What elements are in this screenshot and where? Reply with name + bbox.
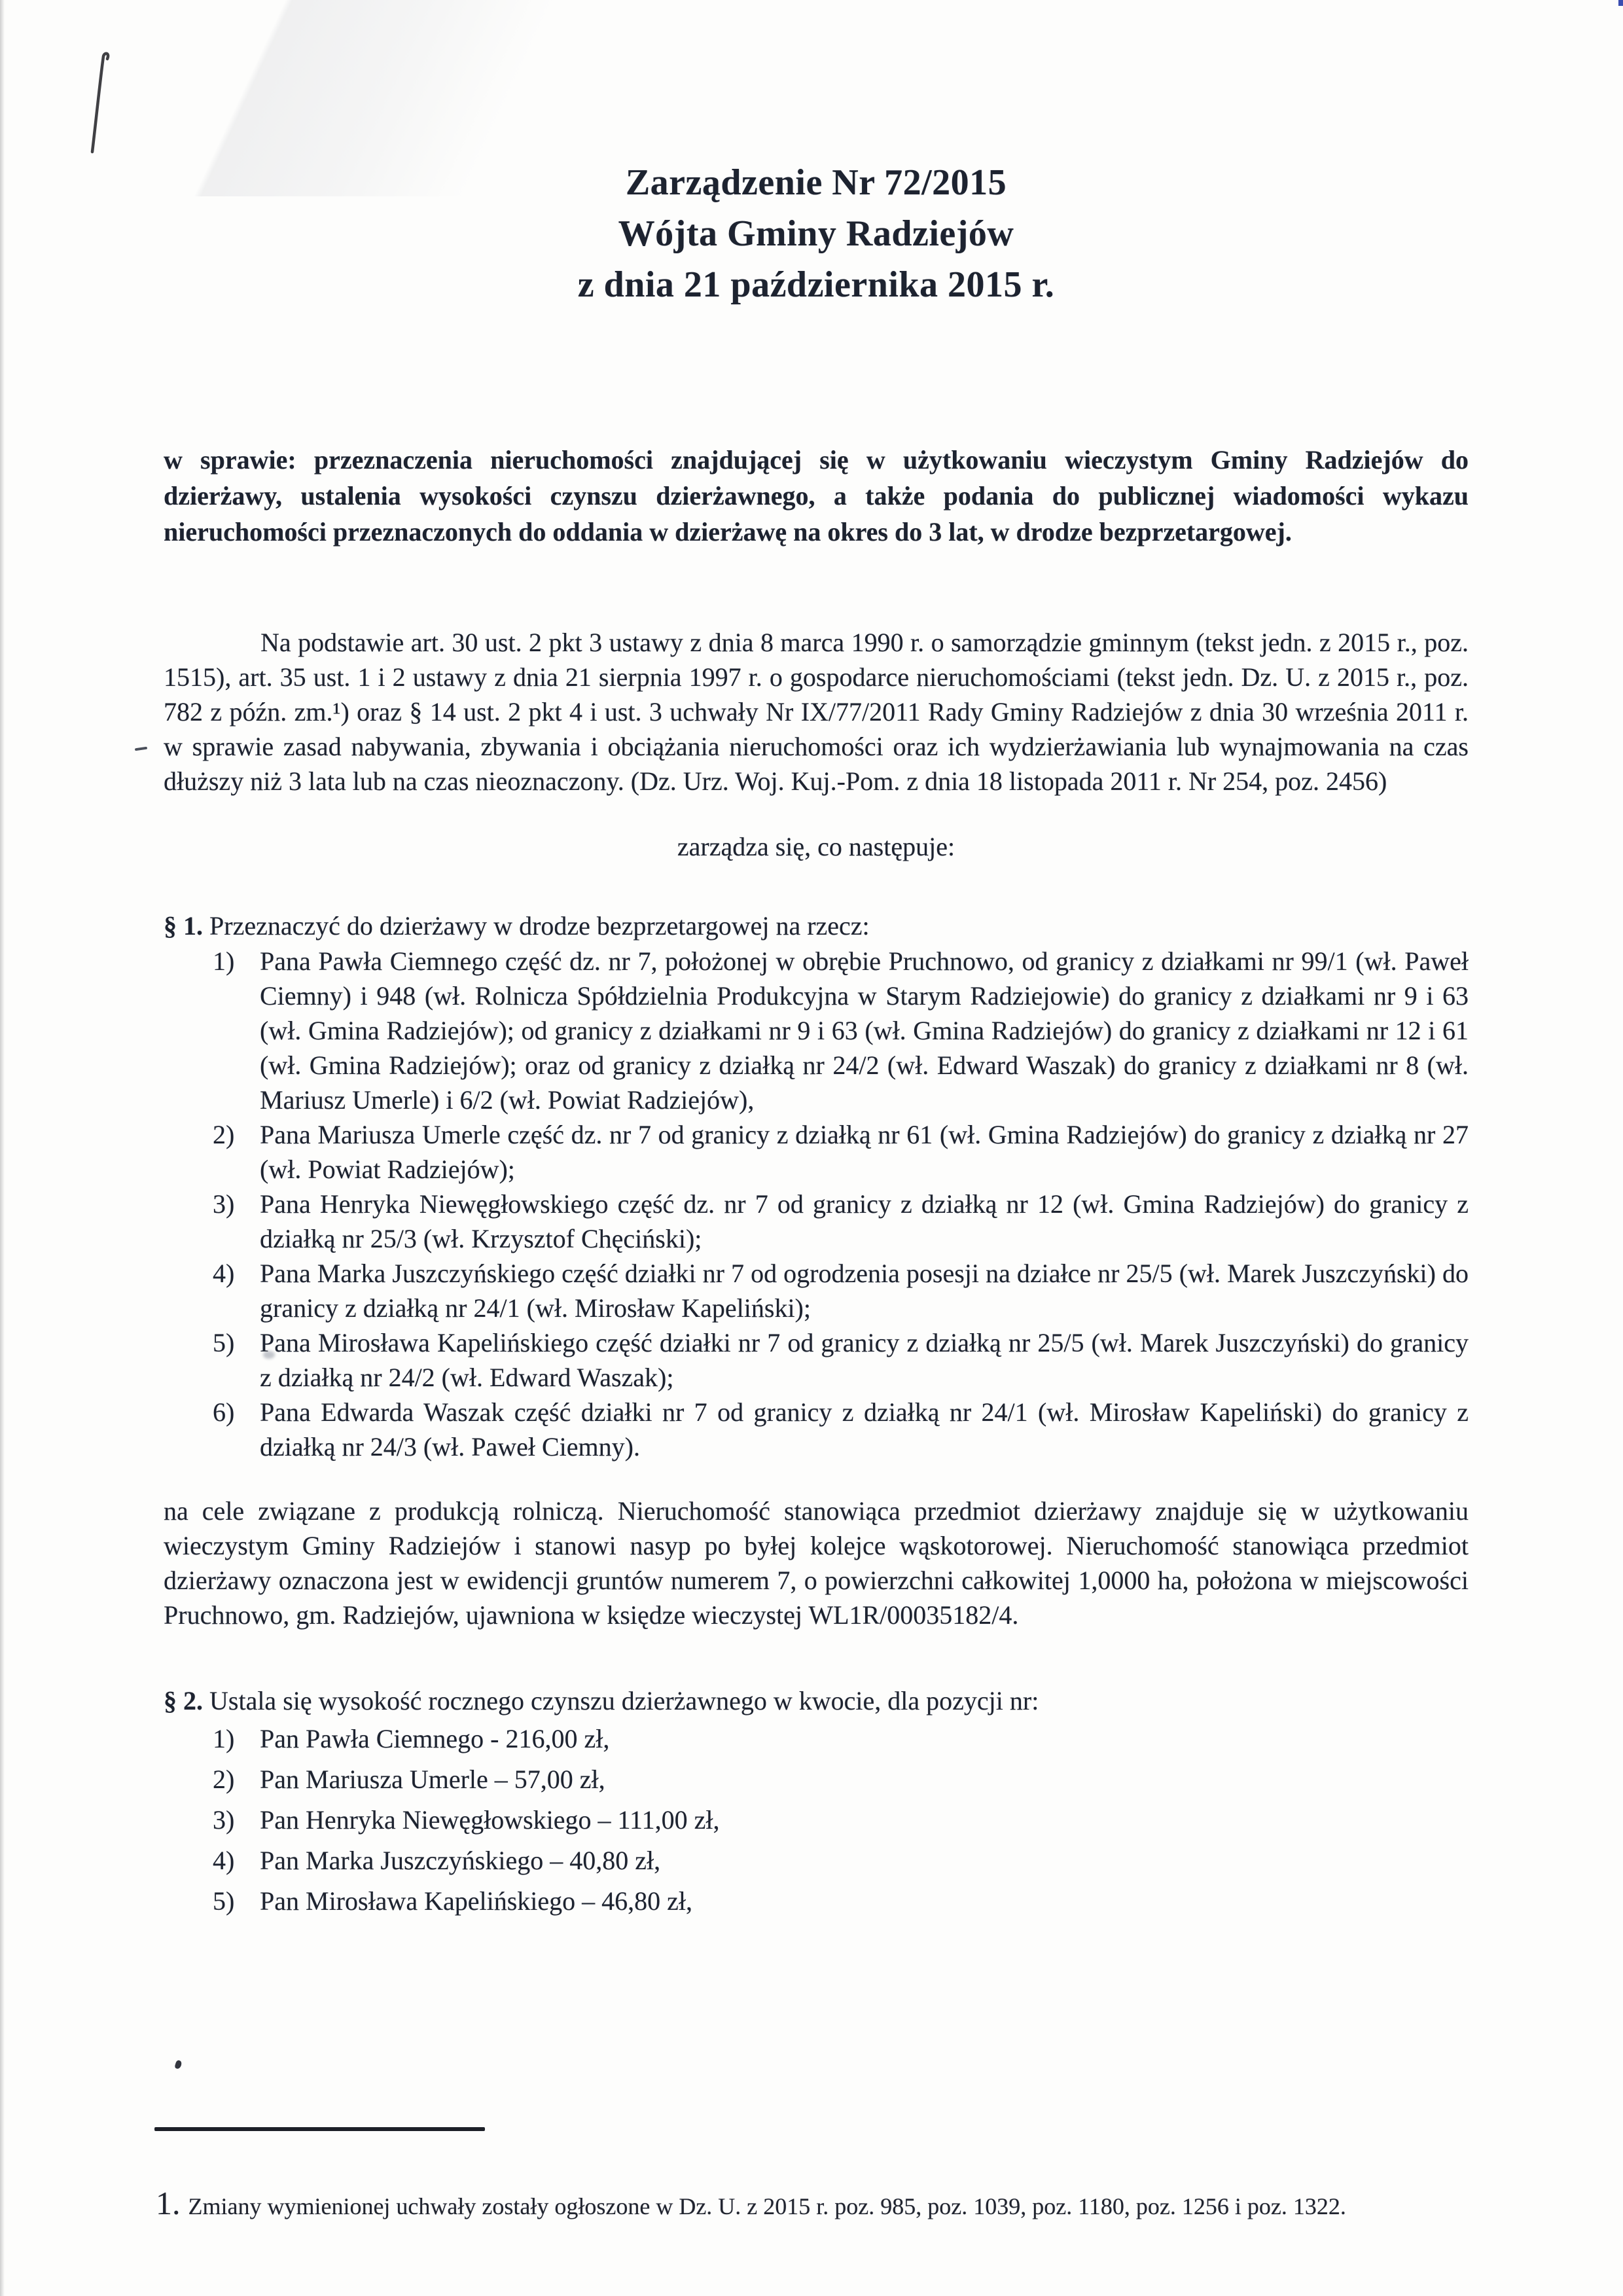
footnote xyxy=(156,2185,1465,2221)
title-line-date: z dnia 21 października 2015 r. xyxy=(577,264,1055,305)
section-2-intro: Ustala się wysokość rocznego czynszu dzierżawnego w kwocie, dla pozycji nr: xyxy=(209,1686,1039,1715)
list-item-number: 6) xyxy=(213,1397,235,1427)
list-item-text: Pan Pawła Ciemnego - 216,00 zł, xyxy=(260,1724,610,1753)
speck-artifact xyxy=(1618,0,1623,6)
list-item-text: Pan Marka Juszczyńskiego – 40,80 zł, xyxy=(260,1846,661,1875)
title-line-issuer: Wójta Gminy Radziejów xyxy=(618,213,1014,254)
list-item-text: Pan Mirosława Kapelińskiego – 46,80 zł, xyxy=(260,1886,692,1916)
section-2-heading xyxy=(164,1683,1469,1719)
section-1-outro-paragraph: na cele związane z produkcją rolniczą. Nieruchomość stanowiąca przedmiot dzierżawy znajduje się w użytkowaniu wieczystym Gminy Radziejów i stanowi nasyp po byłej kolejce wąskotorowej. Nieruchomość stanowiąca przedmiot dzierżawy oznaczona jest w ewidencji gruntów numerem 7, o powierzchni całkowitej 1,0000 ha, położona w miejscowości Pruchnowo, gm. Radziejów, ujawniona w księdze wieczystej WL1R/00035182/4. xyxy=(164,1496,1469,1630)
list-item xyxy=(164,1881,1469,1922)
section-2-marker: § 2. xyxy=(164,1686,203,1715)
list-item-text: Pana Mariusza Umerle część dz. nr 7 od granicy z działką nr 61 (wł. Gmina Radziejów) do granicy z działką nr 27 (wł. Powiat Radziejów); xyxy=(260,1120,1469,1184)
list-item-text: Pana Henryka Niewęgłowskiego część dz. nr 7 od granicy z działką nr 12 (wł. Gmina Radziejów) do granicy z działką nr 25/3 (wł. Krzysztof Chęciński); xyxy=(260,1189,1469,1253)
list-item-text: Pana Pawła Ciemnego część dz. nr 7, położonej w obrębie Pruchnowo, od granicy z działkami nr 99/1 (wł. Paweł Ciemny) i 948 (wł. Rolnicza Spółdzielnia Produkcyjna w Starym Radziejowie) do granicy z działkami nr 9 i 63 (wł. Gmina Radziejów); od granicy z działkami nr 9 i 63 (wł. Gmina Radziejów) do granicy z działkami nr 12 i 61 (wł. Gmina Radziejów); oraz od granicy z działką nr 24/2 (wł. Edward Waszak) do granicy z działkami nr 8 (wł. Mariusz Umerle) i 6/2 (wł. Powiat Radziejów), xyxy=(260,946,1469,1115)
list-item-number: 4) xyxy=(213,1259,235,1288)
list-item xyxy=(164,1395,1469,1464)
list-item xyxy=(164,1840,1469,1881)
pen-stroke-artifact xyxy=(85,47,124,165)
legal-basis-paragraph: Na podstawie art. 30 ust. 2 pkt 3 ustawy z dnia 8 marca 1990 r. o samorządzie gminnym (tekst jedn. z 2015 r., poz. 1515), art. 35 ust. 1 i 2 ustawy z dnia 21 sierpnia 1997 r. o gospodarce nieruchomościami (tekst jedn. Dz. U. z 2015 r., poz. 782 z późn. zm.¹) oraz § 14 ust. 2 pkt 4 i ust. 3 uchwały Nr IX/77/2011 Rady Gminy Radziejów z dnia 30 września 2011 r. w sprawie zasad nabywania, zbywania i obciążania nieruchomości oraz ich wydzierżawiania lub wynajmowania na czas dłuższy niż 3 lata lub na czas nieoznaczony. (Dz. Urz. Woj. Kuj.-Pom. z dnia 18 listopada 2011 r. Nr 254, poz. 2456) xyxy=(164,628,1469,796)
list-item-text: Pana Marka Juszczyńskiego część działki nr 7 od ogrodzenia posesji na działce nr 25/5 (wł. Marek Juszczyński) do granicy z działką nr 24/1 (wł. Mirosław Kapeliński); xyxy=(260,1259,1469,1323)
section-1-heading xyxy=(164,908,1469,944)
list-item-text: Pan Henryka Niewęgłowskiego – 111,00 zł, xyxy=(260,1805,720,1835)
subject-paragraph: w sprawie: przeznaczenia nieruchomości znajdującej się w użytkowaniu wieczystym Gminy Radziejów do dzierżawy, ustalenia wysokości czynszu dzierżawnego, a także podania do publicznej wiadomości wykazu nieruchomości przeznaczonych do oddania w dzierżawę na okres do 3 lat, w drodze bezprzetargowej. xyxy=(164,445,1469,547)
list-item-number: 3) xyxy=(213,1805,235,1835)
footnote-separator xyxy=(154,2127,485,2131)
section-1-intro: Przeznaczyć do dzierżawy w drodze bezprzetargowej na rzecz: xyxy=(209,911,870,941)
list-item xyxy=(164,1759,1469,1800)
list-item xyxy=(164,944,1469,1117)
list-item xyxy=(164,1719,1469,1759)
list-item-number: 2) xyxy=(213,1120,235,1149)
list-item-number: 2) xyxy=(213,1765,235,1794)
footnote-text: Zmiany wymienionej uchwały zostały ogłoszone w Dz. U. z 2015 r. poz. 985, poz. 1039, poz. 1180, poz. 1256 i poz. 1322. xyxy=(188,2193,1346,2219)
list-item-number: 4) xyxy=(213,1846,235,1875)
list-item-number: 5) xyxy=(213,1886,235,1916)
list-item-text: Pana Mirosława Kapelińskiego część działki nr 7 od granicy z działką nr 25/5 (wł. Marek Juszczyński) do granicy z działką nr 24/2 (wł. Edward Waszak); xyxy=(260,1328,1469,1392)
footnote-number: 1. xyxy=(156,2185,181,2221)
list-item xyxy=(164,1800,1469,1840)
scanner-edge-artifact xyxy=(0,0,5,2296)
title-line-number: Zarządzenie Nr 72/2015 xyxy=(625,162,1007,203)
list-item-text: Pan Mariusza Umerle – 57,00 zł, xyxy=(260,1765,605,1794)
list-item xyxy=(164,1117,1469,1187)
list-item-number: 1) xyxy=(213,1724,235,1753)
list-item-number: 1) xyxy=(213,946,235,976)
ordering-clause: zarządza się, co następuje: xyxy=(677,832,955,861)
stray-mark-artifact xyxy=(174,2060,183,2070)
list-item-text: Pana Edwarda Waszak część działki nr 7 od granicy z działką nr 24/1 (wł. Mirosław Kapeliński) do granicy z działką nr 24/3 (wł. Paweł Ciemny). xyxy=(260,1397,1469,1462)
list-item xyxy=(164,1256,1469,1325)
section-2-list xyxy=(164,1719,1469,1922)
section-1-list xyxy=(164,944,1469,1464)
list-item xyxy=(164,1325,1469,1395)
list-item xyxy=(164,1187,1469,1256)
section-1-marker: § 1. xyxy=(164,911,203,941)
list-item-number: 5) xyxy=(213,1328,235,1357)
document-title xyxy=(164,0,1469,310)
list-item-number: 3) xyxy=(213,1189,235,1219)
